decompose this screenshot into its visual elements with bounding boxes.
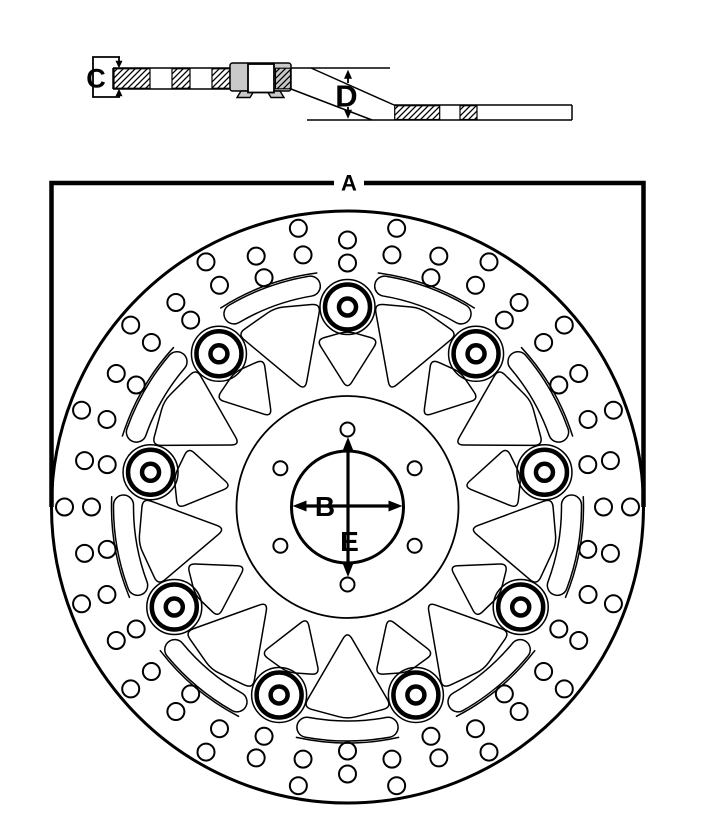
section-hatch: [114, 69, 150, 89]
drill-hole: [511, 294, 528, 311]
drill-hole: [76, 452, 93, 469]
thickness-arrow-bottom: [116, 89, 123, 97]
drill-hole: [467, 277, 484, 294]
float-slot: [297, 717, 398, 741]
drill-hole: [99, 541, 116, 558]
drill-hole: [295, 246, 312, 263]
bolt-circle-arrow-bottom: [343, 563, 354, 577]
drill-hole: [556, 680, 573, 697]
drill-hole: [108, 365, 125, 382]
bore-arrow-left: [293, 501, 307, 512]
drill-hole: [511, 703, 528, 720]
carrier-window: [306, 635, 389, 718]
drill-hole: [383, 246, 400, 263]
drill-hole: [535, 334, 552, 351]
rivet-button-center: [166, 599, 183, 616]
drill-hole: [339, 743, 356, 760]
drill-hole: [290, 777, 307, 794]
label-bolt-circle: E: [340, 526, 359, 557]
drill-hole: [256, 728, 273, 745]
drill-hole: [605, 402, 622, 419]
drill-hole: [602, 452, 619, 469]
carrier-window: [467, 451, 520, 507]
carrier-window: [154, 372, 237, 445]
label-outer-diameter: A: [341, 170, 357, 196]
label-disc-thickness: C: [86, 63, 106, 94]
thickness-arrow-top: [116, 61, 123, 69]
drill-hole: [622, 499, 639, 516]
drill-hole: [167, 294, 184, 311]
rivet-button-center: [210, 345, 227, 362]
drill-hole: [73, 402, 90, 419]
rivet-button-center: [536, 464, 553, 481]
drill-hole: [248, 749, 265, 766]
drill-hole: [99, 456, 116, 473]
front-view-geometry: [52, 183, 644, 803]
drill-hole: [143, 663, 160, 680]
bore-arrow-right: [389, 501, 403, 512]
rivet-button-center: [468, 345, 485, 362]
section-hatch: [172, 69, 190, 89]
section-hatch: [460, 106, 477, 120]
carrier-window: [376, 304, 454, 387]
drill-hole: [83, 499, 100, 516]
drill-hole: [580, 586, 597, 603]
label-center-bore: B: [314, 491, 336, 522]
carrier-window: [175, 451, 228, 507]
carrier-window: [473, 500, 555, 582]
float-slot: [165, 640, 247, 712]
drill-hole: [496, 312, 513, 329]
cross-section-geometry: [93, 57, 572, 120]
drill-hole: [481, 253, 498, 270]
float-slot: [547, 495, 581, 595]
drill-hole: [339, 255, 356, 272]
carrier-window: [241, 304, 319, 387]
drill-hole: [556, 317, 573, 334]
offset-arrow-top: [344, 70, 352, 79]
bolt-circle-arrow-top: [343, 437, 354, 451]
drill-hole: [579, 456, 596, 473]
drill-hole: [467, 720, 484, 737]
section-hatch: [276, 68, 291, 89]
rivet-button-center: [512, 599, 529, 616]
drill-hole: [122, 317, 139, 334]
drill-hole: [422, 728, 439, 745]
carrier-window: [264, 621, 318, 674]
drill-hole: [198, 253, 215, 270]
drill-hole: [295, 751, 312, 768]
float-slot: [114, 495, 148, 595]
drill-hole: [580, 411, 597, 428]
drill-hole: [570, 632, 587, 649]
drill-hole: [143, 334, 160, 351]
bolt-hole: [341, 578, 355, 592]
drill-hole: [339, 766, 356, 783]
bolt-hole: [273, 539, 287, 553]
offset-slope-lower: [291, 89, 372, 120]
drill-hole: [211, 720, 228, 737]
rivet-pin: [248, 64, 274, 93]
bolt-hole: [408, 461, 422, 475]
drill-hole: [605, 595, 622, 612]
section-hatch: [212, 69, 230, 89]
drill-hole: [339, 232, 356, 249]
cross-section-view: [86, 57, 572, 120]
drill-hole: [570, 365, 587, 382]
drill-hole: [128, 621, 145, 638]
drill-hole: [211, 277, 228, 294]
drill-hole: [579, 541, 596, 558]
drill-hole: [98, 586, 115, 603]
float-slot: [448, 640, 530, 712]
drill-hole: [430, 749, 447, 766]
drill-hole: [602, 545, 619, 562]
section-hatch: [395, 106, 440, 120]
carrier-window: [458, 372, 541, 445]
drill-hole: [122, 680, 139, 697]
carrier-window: [319, 332, 375, 386]
drill-hole: [550, 621, 567, 638]
drill-hole: [535, 663, 552, 680]
rivet-button-center: [339, 299, 356, 316]
carrier-window: [139, 500, 221, 582]
drill-hole: [430, 248, 447, 265]
bolt-hole: [341, 423, 355, 437]
drill-hole: [388, 220, 405, 237]
drill-hole: [595, 499, 612, 516]
drill-hole: [167, 703, 184, 720]
rivet-button-center: [271, 686, 288, 703]
front-view: [52, 171, 644, 804]
rivet-button-center: [407, 686, 424, 703]
label-offset-height: D: [335, 78, 358, 114]
drill-hole: [248, 248, 265, 265]
drill-hole: [73, 595, 90, 612]
bolt-hole: [273, 461, 287, 475]
bolt-hole: [408, 539, 422, 553]
drill-hole: [108, 632, 125, 649]
rivet-button-center: [142, 464, 159, 481]
drill-hole: [383, 751, 400, 768]
drill-hole: [56, 499, 73, 516]
drill-hole: [98, 411, 115, 428]
carrier-window: [377, 621, 431, 674]
drill-hole: [481, 744, 498, 761]
drill-hole: [388, 777, 405, 794]
drill-hole: [290, 220, 307, 237]
drill-hole: [182, 312, 199, 329]
drill-hole: [76, 545, 93, 562]
drill-hole: [198, 744, 215, 761]
